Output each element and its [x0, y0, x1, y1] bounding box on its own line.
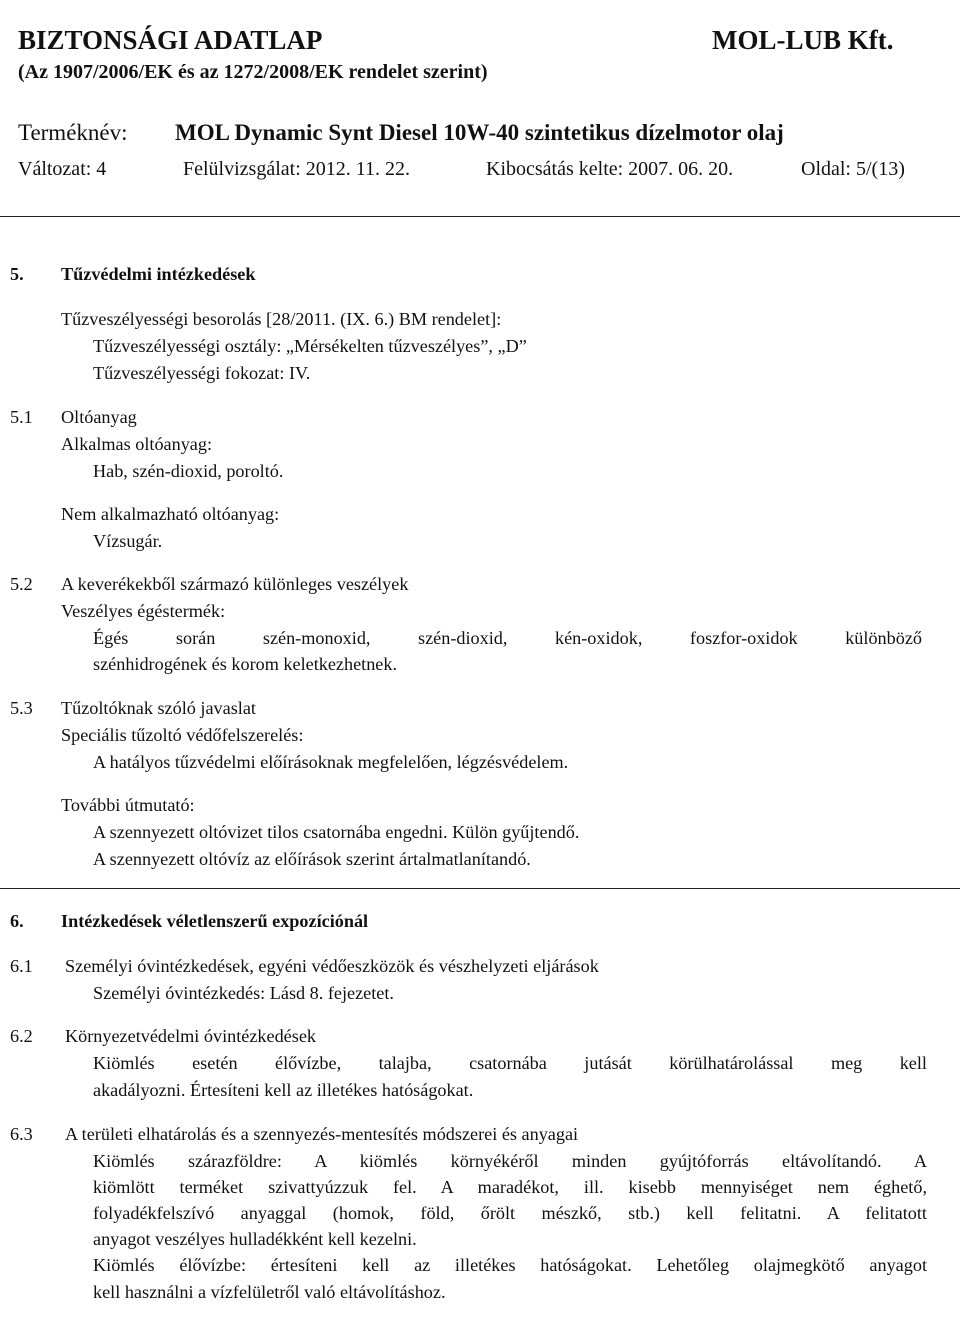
- section5-2-number: 5.2: [10, 574, 33, 594]
- page-number: Oldal: 5/(13): [801, 158, 905, 180]
- combustion-products-line2: szénhidrogének és korom keletkezhetnek.: [93, 654, 398, 674]
- unsuitable-media: Vízsugár.: [93, 531, 163, 551]
- section6-3-line1: Kiömlés szárazföldre: A kiömlés környékéről minden gyújtóforrás eltávolítandó. A: [93, 1151, 927, 1171]
- section6-3-line4: anyagot veszélyes hulladékként kell kezelni.: [93, 1229, 417, 1249]
- protective-equipment: A hatályos tűzvédelmi előírásoknak megfelelően, légzésvédelem.: [93, 752, 569, 772]
- further-guidance-label: További útmutató:: [61, 795, 195, 815]
- document-title: BIZTONSÁGI ADATLAP: [18, 25, 323, 55]
- fire-grade: Tűzveszélyességi fokozat: IV.: [93, 363, 311, 383]
- protective-equipment-label: Speciális tűzoltó védőfelszerelés:: [61, 725, 304, 745]
- section6-1-number: 6.1: [10, 956, 33, 976]
- revision-date: Felülvizsgálat: 2012. 11. 22.: [183, 158, 411, 180]
- fire-class: Tűzveszélyességi osztály: „Mérsékelten tűzveszélyes”, „D”: [93, 336, 527, 356]
- section5-3-title: Tűzoltóknak szóló javaslat: [61, 698, 256, 718]
- section6-3-title: A területi elhatárolás és a szennyezés-mentesítés módszerei és anyagai: [65, 1124, 579, 1144]
- section-divider: [0, 888, 960, 889]
- company-name: MOL-LUB Kft.: [712, 25, 894, 55]
- section5-2-title: A keverékekből származó különleges veszélyek: [61, 574, 409, 594]
- version: Változat: 4: [18, 158, 107, 180]
- section6-3-line6: kell használni a vízfelületről való eltávolításhoz.: [93, 1282, 446, 1302]
- suitable-media: Hab, szén-dioxid, poroltó.: [93, 461, 284, 481]
- header-divider: [0, 216, 960, 217]
- fire-class-intro: Tűzveszélyességi besorolás [28/2011. (IX. 6.) BM rendelet]:: [61, 309, 502, 329]
- section6-title: Intézkedések véletlenszerű expozíciónál: [61, 911, 369, 931]
- regulation-note: (Az 1907/2006/EK és az 1272/2008/EK rendelet szerint): [18, 61, 488, 83]
- section6-3-line3: folyadékfelszívó anyaggal (homok, föld, őrölt mészkő, stb.) kell felitatni. A felitatott: [93, 1203, 927, 1223]
- product-label: Terméknév:: [18, 120, 128, 145]
- section5-1-number: 5.1: [10, 407, 33, 427]
- section6-2-number: 6.2: [10, 1026, 33, 1046]
- section5-1-title: Oltóanyag: [61, 407, 137, 427]
- combustion-products-line1: Égés során szén-monoxid, szén-dioxid, kén-oxidok, foszfor-oxidok különböző: [93, 628, 922, 648]
- section5-3-number: 5.3: [10, 698, 33, 718]
- section6-3-line2: kiömlött terméket szivattyúzzuk fel. A maradékot, ill. kisebb mennyiséget nem éghető,: [93, 1177, 927, 1197]
- product-name: MOL Dynamic Synt Diesel 10W-40 szintetikus dízelmotor olaj: [175, 120, 784, 145]
- section6-2-line2: akadályozni. Értesíteni kell az illetékes hatóságokat.: [93, 1080, 474, 1100]
- section6-1-title: Személyi óvintézkedések, egyéni védőeszközök és vészhelyzeti eljárások: [65, 956, 599, 976]
- unsuitable-media-label: Nem alkalmazható oltóanyag:: [61, 504, 280, 524]
- section6-3-line5: Kiömlés élővízbe: értesíteni kell az illetékes hatóságokat. Lehetőleg olajmegkötő anyagot: [93, 1255, 927, 1275]
- further-guidance-line2: A szennyezett oltóvíz az előírások szerint ártalmatlanítandó.: [93, 849, 531, 869]
- further-guidance-line1: A szennyezett oltóvizet tilos csatornába engedni. Külön gyűjtendő.: [93, 822, 580, 842]
- section6-number: 6.: [10, 911, 24, 931]
- section6-1-text: Személyi óvintézkedés: Lásd 8. fejezetet.: [93, 983, 394, 1003]
- section6-2-line1: Kiömlés esetén élővízbe, talajba, csatornába jutását körülhatárolással meg kell: [93, 1053, 927, 1073]
- combustion-products-label: Veszélyes égéstermék:: [61, 601, 226, 621]
- section5-title: Tűzvédelmi intézkedések: [61, 264, 256, 284]
- section6-3-number: 6.3: [10, 1124, 33, 1144]
- issue-date: Kibocsátás kelte: 2007. 06. 20.: [486, 158, 734, 180]
- suitable-media-label: Alkalmas oltóanyag:: [61, 434, 213, 454]
- section5-number: 5.: [10, 264, 24, 284]
- section6-2-title: Környezetvédelmi óvintézkedések: [65, 1026, 316, 1046]
